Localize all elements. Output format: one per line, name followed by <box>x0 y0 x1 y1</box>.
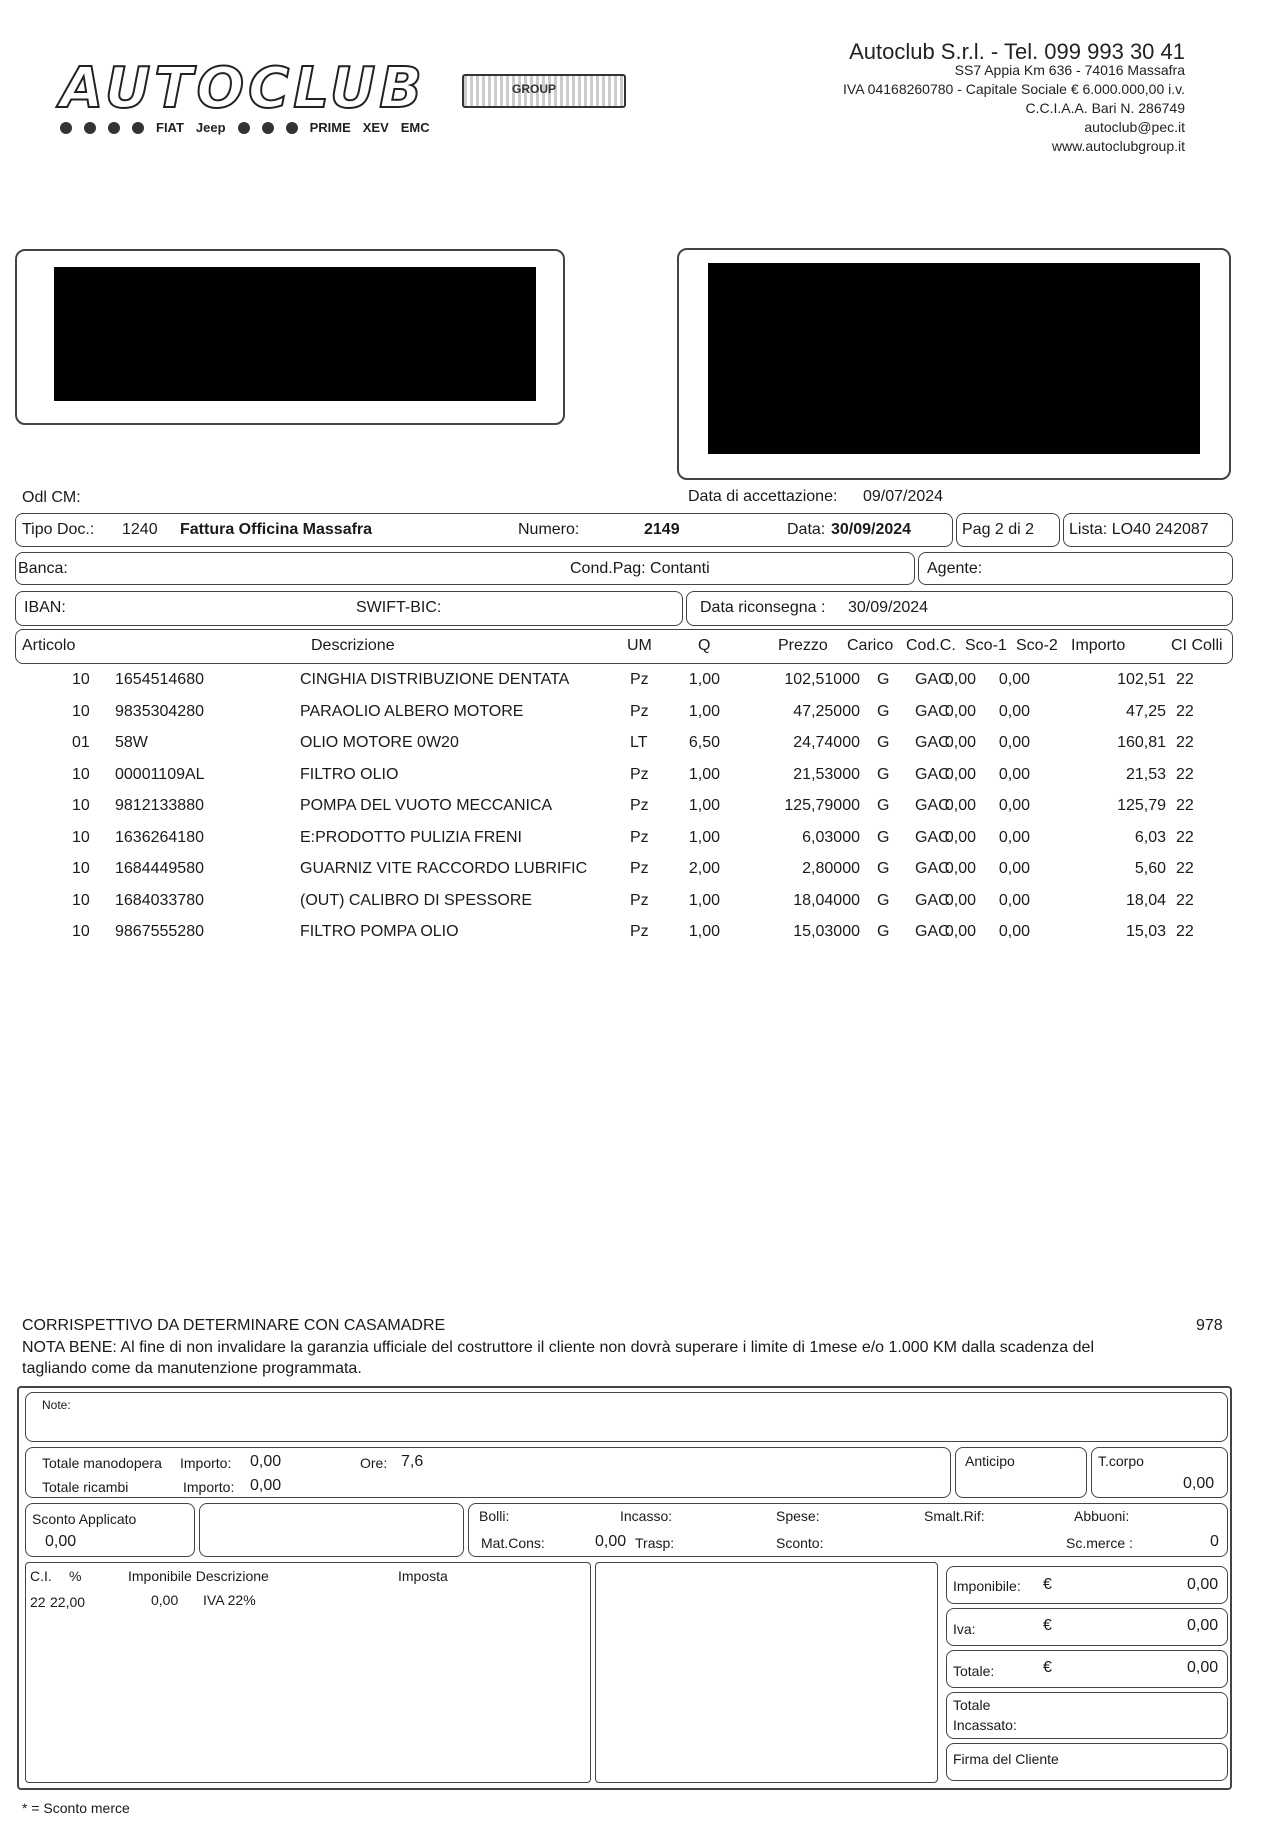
row-carico: G <box>877 923 890 940</box>
corrispettivo-text: CORRISPETTIVO DA DETERMINARE CON CASAMADRE <box>22 1317 446 1334</box>
vat-impdesc-header: Imponibile Descrizione <box>128 1568 269 1584</box>
logo-group-badge <box>462 74 626 108</box>
firma-label: Firma del Cliente <box>953 1751 1059 1767</box>
row-sco2: 0,00 <box>998 671 1030 688</box>
vat-row-pct: 22,00 <box>50 1594 86 1610</box>
riconsegna-label: Data riconsegna : <box>700 599 826 616</box>
tot-incassato-label1: Totale <box>953 1697 991 1713</box>
row-carico: G <box>877 828 890 846</box>
row-sco2: 0,00 <box>998 797 1030 814</box>
brand-fiat: FIAT <box>156 120 184 135</box>
tipo-name: Fattura Officina Massafra <box>180 521 373 538</box>
row-cl: 10 <box>72 797 90 814</box>
col-sco2: Sco-2 <box>1016 637 1058 654</box>
row-cl: 10 <box>72 671 90 688</box>
totale-euro: € <box>1043 1659 1052 1676</box>
row-articolo: 9812133880 <box>115 797 204 814</box>
row-sco2: 0,00 <box>998 923 1030 940</box>
iban-label: IBAN: <box>24 599 66 616</box>
row-carico: G <box>877 765 890 783</box>
imponibile-euro: € <box>1043 1576 1052 1593</box>
company-pec: autoclub@pec.it <box>1084 119 1185 135</box>
banca-box <box>15 552 915 585</box>
lista-value: Lista: LO40 242087 <box>1069 521 1209 538</box>
row-importo: 15,03 <box>1125 923 1166 940</box>
iban-box <box>15 591 683 626</box>
logo-group-text: GROUP <box>512 82 557 96</box>
note-box <box>25 1392 1228 1442</box>
row-cl: 10 <box>72 765 90 783</box>
brand-prime: PRIME <box>309 120 351 135</box>
row-articolo: 9835304280 <box>115 702 204 720</box>
sconto-applicato-label: Sconto Applicato <box>32 1511 137 1527</box>
bolli-label: Bolli: <box>479 1508 510 1524</box>
row-sco1: 0,00 <box>944 797 976 814</box>
row-q: 1,00 <box>688 765 720 783</box>
row-prezzo: 24,74000 <box>793 734 860 751</box>
row-descrizione: GUARNIZ VITE RACCORDO LUBRIFIC <box>300 860 588 877</box>
row-q: 2,00 <box>688 860 720 877</box>
row-carico: G <box>877 702 890 720</box>
row-carico: G <box>877 734 890 751</box>
row-sco2: 0,00 <box>998 860 1030 877</box>
row-codc: GAC <box>915 765 950 783</box>
row-sco2: 0,00 <box>998 765 1030 783</box>
matcons-value: 0,00 <box>595 1533 627 1550</box>
row-sco2: 0,00 <box>998 702 1030 720</box>
anticipo-label: Anticipo <box>965 1453 1015 1469</box>
redacted-block <box>708 263 1200 454</box>
row-ci: 22 <box>1176 734 1194 751</box>
vat-row-ci: 22 <box>30 1594 46 1610</box>
row-sco1: 0,00 <box>944 891 976 909</box>
row-sco2: 0,00 <box>998 734 1030 751</box>
row-sco1: 0,00 <box>944 828 976 846</box>
row-prezzo: 18,04000 <box>793 891 860 909</box>
incasso-label: Incasso: <box>620 1508 673 1524</box>
vat-pct-header: % <box>69 1568 82 1584</box>
brand-jeep: Jeep <box>195 120 226 135</box>
matcons-label: Mat.Cons: <box>481 1535 545 1551</box>
row-codc: GAC <box>915 797 950 814</box>
company-vat: IVA 04168260780 - Capitale Sociale € 6.000.000,00 i.v. <box>843 81 1185 97</box>
tot-ricambi-label: Totale ricambi <box>42 1479 129 1495</box>
row-articolo: 1684033780 <box>115 891 204 909</box>
brand-dot-icon <box>84 122 96 134</box>
brand-logos <box>60 120 430 135</box>
col-prezzo: Prezzo <box>778 637 828 654</box>
col-sco1: Sco-1 <box>965 637 1007 654</box>
row-codc: GAC <box>915 891 950 909</box>
row-carico: G <box>877 797 890 814</box>
brand-dot-icon <box>286 122 298 134</box>
table-row <box>0 671 1280 702</box>
tipo-code: 1240 <box>122 521 158 538</box>
row-sco1: 0,00 <box>944 923 976 940</box>
brand-xev: XEV <box>362 120 389 135</box>
odl-label: Odl CM: <box>22 489 81 506</box>
row-um: LT <box>630 734 648 751</box>
table-row <box>0 797 1280 828</box>
nota-bene-line2: tagliando come da manutenzione programmata. <box>22 1360 362 1377</box>
tot-mano-importo-label: Importo: <box>180 1455 232 1471</box>
brand-dot-icon <box>108 122 120 134</box>
row-descrizione: E:PRODOTTO PULIZIA FRENI <box>300 828 522 846</box>
iva-value: 0,00 <box>1187 1617 1219 1634</box>
col-articolo: Articolo <box>22 637 76 654</box>
data-label: Data: <box>787 521 826 538</box>
row-sco1: 0,00 <box>944 671 976 688</box>
table-row <box>0 860 1280 891</box>
col-codc: Cod.C. <box>906 637 956 654</box>
row-sco1: 0,00 <box>944 734 976 751</box>
row-sco2: 0,00 <box>998 891 1030 909</box>
totale-value: 0,00 <box>1187 1659 1219 1676</box>
totale-label: Totale: <box>953 1663 995 1679</box>
row-articolo: 1684449580 <box>115 860 204 877</box>
row-descrizione: OLIO MOTORE 0W20 <box>300 734 459 751</box>
company-website: www.autoclubgroup.it <box>1051 138 1185 154</box>
row-articolo: 1636264180 <box>115 828 204 846</box>
table-row <box>0 734 1280 765</box>
row-cl: 10 <box>72 923 90 940</box>
numero-label: Numero: <box>518 521 580 538</box>
row-descrizione: CINGHIA DISTRIBUZIONE DENTATA <box>300 671 570 688</box>
row-importo: 18,04 <box>1125 891 1166 909</box>
tot-mano-value: 0,00 <box>250 1453 282 1470</box>
row-importo: 6,03 <box>1134 828 1166 846</box>
row-importo: 21,53 <box>1125 765 1166 783</box>
row-q: 1,00 <box>688 828 720 846</box>
data-value: 30/09/2024 <box>831 521 912 538</box>
brand-dot-icon <box>60 122 72 134</box>
row-prezzo: 125,79000 <box>784 797 860 814</box>
row-um: Pz <box>630 828 649 846</box>
row-carico: G <box>877 891 890 909</box>
row-ci: 22 <box>1176 891 1194 909</box>
company-cciaa: C.C.I.A.A. Bari N. 286749 <box>1025 100 1185 116</box>
row-um: Pz <box>630 765 649 783</box>
page-indicator: Pag 2 di 2 <box>962 521 1035 538</box>
iva-box <box>946 1608 1228 1646</box>
scmerce-value: 0 <box>1210 1533 1219 1550</box>
company-info <box>843 39 1185 156</box>
brand-dot-icon <box>262 122 274 134</box>
tot-ricambi-value: 0,00 <box>250 1477 282 1494</box>
row-codc: GAC <box>915 860 950 877</box>
brand-dot-icon <box>238 122 250 134</box>
redacted-block <box>54 267 536 401</box>
row-q: 1,00 <box>688 923 720 940</box>
row-ci: 22 <box>1176 765 1194 783</box>
col-q: Q <box>698 637 711 654</box>
row-cl: 10 <box>72 828 90 846</box>
sconto2-label: Sconto: <box>776 1535 824 1551</box>
vat-ci-header: C.I. <box>30 1568 52 1584</box>
row-q: 6,50 <box>688 734 720 751</box>
row-ci: 22 <box>1176 860 1194 877</box>
row-codc: GAC <box>915 828 950 846</box>
spese-label: Spese: <box>776 1508 820 1524</box>
labor-box <box>25 1447 951 1498</box>
row-q: 1,00 <box>688 891 720 909</box>
smalt-label: Smalt.Rif: <box>924 1508 985 1524</box>
row-articolo: 1654514680 <box>115 671 204 688</box>
cond-pag: Cond.Pag: Contanti <box>570 560 710 577</box>
banca-label: Banca: <box>18 560 68 577</box>
row-descrizione: PARAOLIO ALBERO MOTORE <box>300 702 524 720</box>
row-prezzo: 2,80000 <box>802 860 860 877</box>
row-ci: 22 <box>1176 797 1194 814</box>
row-prezzo: 21,53000 <box>793 765 860 783</box>
company-logo: AUTOCLUB <box>60 56 426 121</box>
row-codc: GAC <box>915 734 950 751</box>
row-carico: G <box>877 671 890 688</box>
note-label: Note: <box>42 1398 71 1412</box>
nota-bene-line1: NOTA BENE: Al fine di non invalidare la garanzia ufficiale del costruttore il cliente non dovrà superare i limite di 1mese e/o 1.000 KM dalla scadenza del <box>22 1339 1094 1356</box>
sconto-extra-box <box>199 1503 464 1557</box>
row-articolo: 58W <box>115 734 148 751</box>
scmerce-label: Sc.merce : <box>1066 1535 1133 1551</box>
riconsegna-date: 30/09/2024 <box>848 599 929 616</box>
row-cl: 10 <box>72 891 90 909</box>
row-um: Pz <box>630 891 649 909</box>
vat-row-imp: 0,00 <box>151 1592 179 1608</box>
ore-value: 7,6 <box>401 1453 424 1470</box>
row-um: Pz <box>630 702 649 720</box>
col-ci-colli: CI Colli <box>1171 637 1223 654</box>
tot-incassato-label2: Incassato: <box>953 1717 1017 1733</box>
iva-euro: € <box>1043 1617 1052 1634</box>
row-codc: GAC <box>915 923 950 940</box>
row-descrizione: POMPA DEL VUOTO MECCANICA <box>300 797 553 814</box>
row-sco1: 0,00 <box>944 860 976 877</box>
brand-dot-icon <box>132 122 144 134</box>
row-cl: 10 <box>72 860 90 877</box>
row-ci: 22 <box>1176 828 1194 846</box>
row-cl: 10 <box>72 702 90 720</box>
vat-row-desc: IVA 22% <box>203 1592 256 1608</box>
row-ci: 22 <box>1176 702 1194 720</box>
table-row <box>0 703 1280 734</box>
ore-label: Ore: <box>360 1455 388 1471</box>
abbuoni-label: Abbuoni: <box>1074 1508 1130 1524</box>
accept-date: 09/07/2024 <box>863 488 944 505</box>
brand-emc: EMC <box>400 120 430 135</box>
row-importo: 125,79 <box>1117 797 1166 814</box>
row-sco1: 0,00 <box>944 765 976 783</box>
col-descrizione: Descrizione <box>311 637 395 654</box>
row-q: 1,00 <box>688 702 720 720</box>
company-address: SS7 Appia Km 636 - 74016 Massafra <box>954 62 1185 78</box>
row-sco1: 0,00 <box>944 702 976 720</box>
tipo-label: Tipo Doc.: <box>22 521 95 538</box>
sconto-merce-note: * = Sconto merce <box>22 1800 130 1816</box>
row-prezzo: 15,03000 <box>793 923 860 940</box>
trasp-label: Trasp: <box>635 1535 675 1551</box>
row-descrizione: (OUT) CALIBRO DI SPESSORE <box>300 891 533 909</box>
row-importo: 5,60 <box>1134 860 1166 877</box>
row-um: Pz <box>630 671 649 688</box>
footer-number: 978 <box>1196 1317 1223 1334</box>
row-importo: 47,25 <box>1125 702 1166 720</box>
tcorpo-label: T.corpo <box>1098 1453 1144 1469</box>
vat-imposta-header: Imposta <box>398 1568 448 1584</box>
row-codc: GAC <box>915 671 950 688</box>
row-importo: 102,51 <box>1117 671 1166 688</box>
col-importo: Importo <box>1071 637 1126 654</box>
row-cl: 01 <box>72 734 90 751</box>
row-codc: GAC <box>915 702 950 720</box>
table-row <box>0 923 1280 954</box>
accept-label: Data di accettazione: <box>688 488 838 505</box>
swift-label: SWIFT-BIC: <box>356 599 442 616</box>
row-sco2: 0,00 <box>998 828 1030 846</box>
table-row <box>0 829 1280 860</box>
iva-label: Iva: <box>953 1621 976 1637</box>
row-um: Pz <box>630 797 649 814</box>
imponibile-value: 0,00 <box>1187 1576 1219 1593</box>
row-q: 1,00 <box>688 671 720 688</box>
row-carico: G <box>877 860 890 877</box>
row-prezzo: 47,25000 <box>793 702 860 720</box>
row-um: Pz <box>630 923 649 940</box>
row-descrizione: FILTRO POMPA OLIO <box>300 923 459 940</box>
row-importo: 160,81 <box>1117 734 1166 751</box>
row-descrizione: FILTRO OLIO <box>300 765 399 783</box>
row-q: 1,00 <box>688 797 720 814</box>
tot-mano-label: Totale manodopera <box>42 1455 162 1471</box>
imponibile-label: Imponibile: <box>953 1578 1021 1594</box>
col-carico: Carico <box>847 637 894 654</box>
row-um: Pz <box>630 860 649 877</box>
row-prezzo: 102,51000 <box>784 671 860 688</box>
tcorpo-value: 0,00 <box>1183 1475 1215 1492</box>
vat-breakdown-box <box>25 1562 591 1783</box>
row-articolo: 00001109AL <box>115 765 205 783</box>
table-row <box>0 766 1280 797</box>
sconto-applicato-value: 0,00 <box>45 1533 77 1550</box>
row-ci: 22 <box>1176 923 1194 940</box>
company-name-phone: Autoclub S.r.l. - Tel. 099 993 30 41 <box>849 39 1185 64</box>
row-articolo: 9867555280 <box>115 923 204 940</box>
row-ci: 22 <box>1176 671 1194 688</box>
agente-label: Agente: <box>927 560 983 577</box>
table-row <box>0 892 1280 923</box>
tot-ricambi-importo-label: Importo: <box>183 1479 235 1495</box>
blank-middle-box <box>595 1562 938 1783</box>
row-prezzo: 6,03000 <box>802 828 860 846</box>
col-um: UM <box>627 637 652 654</box>
numero-value: 2149 <box>644 521 680 538</box>
